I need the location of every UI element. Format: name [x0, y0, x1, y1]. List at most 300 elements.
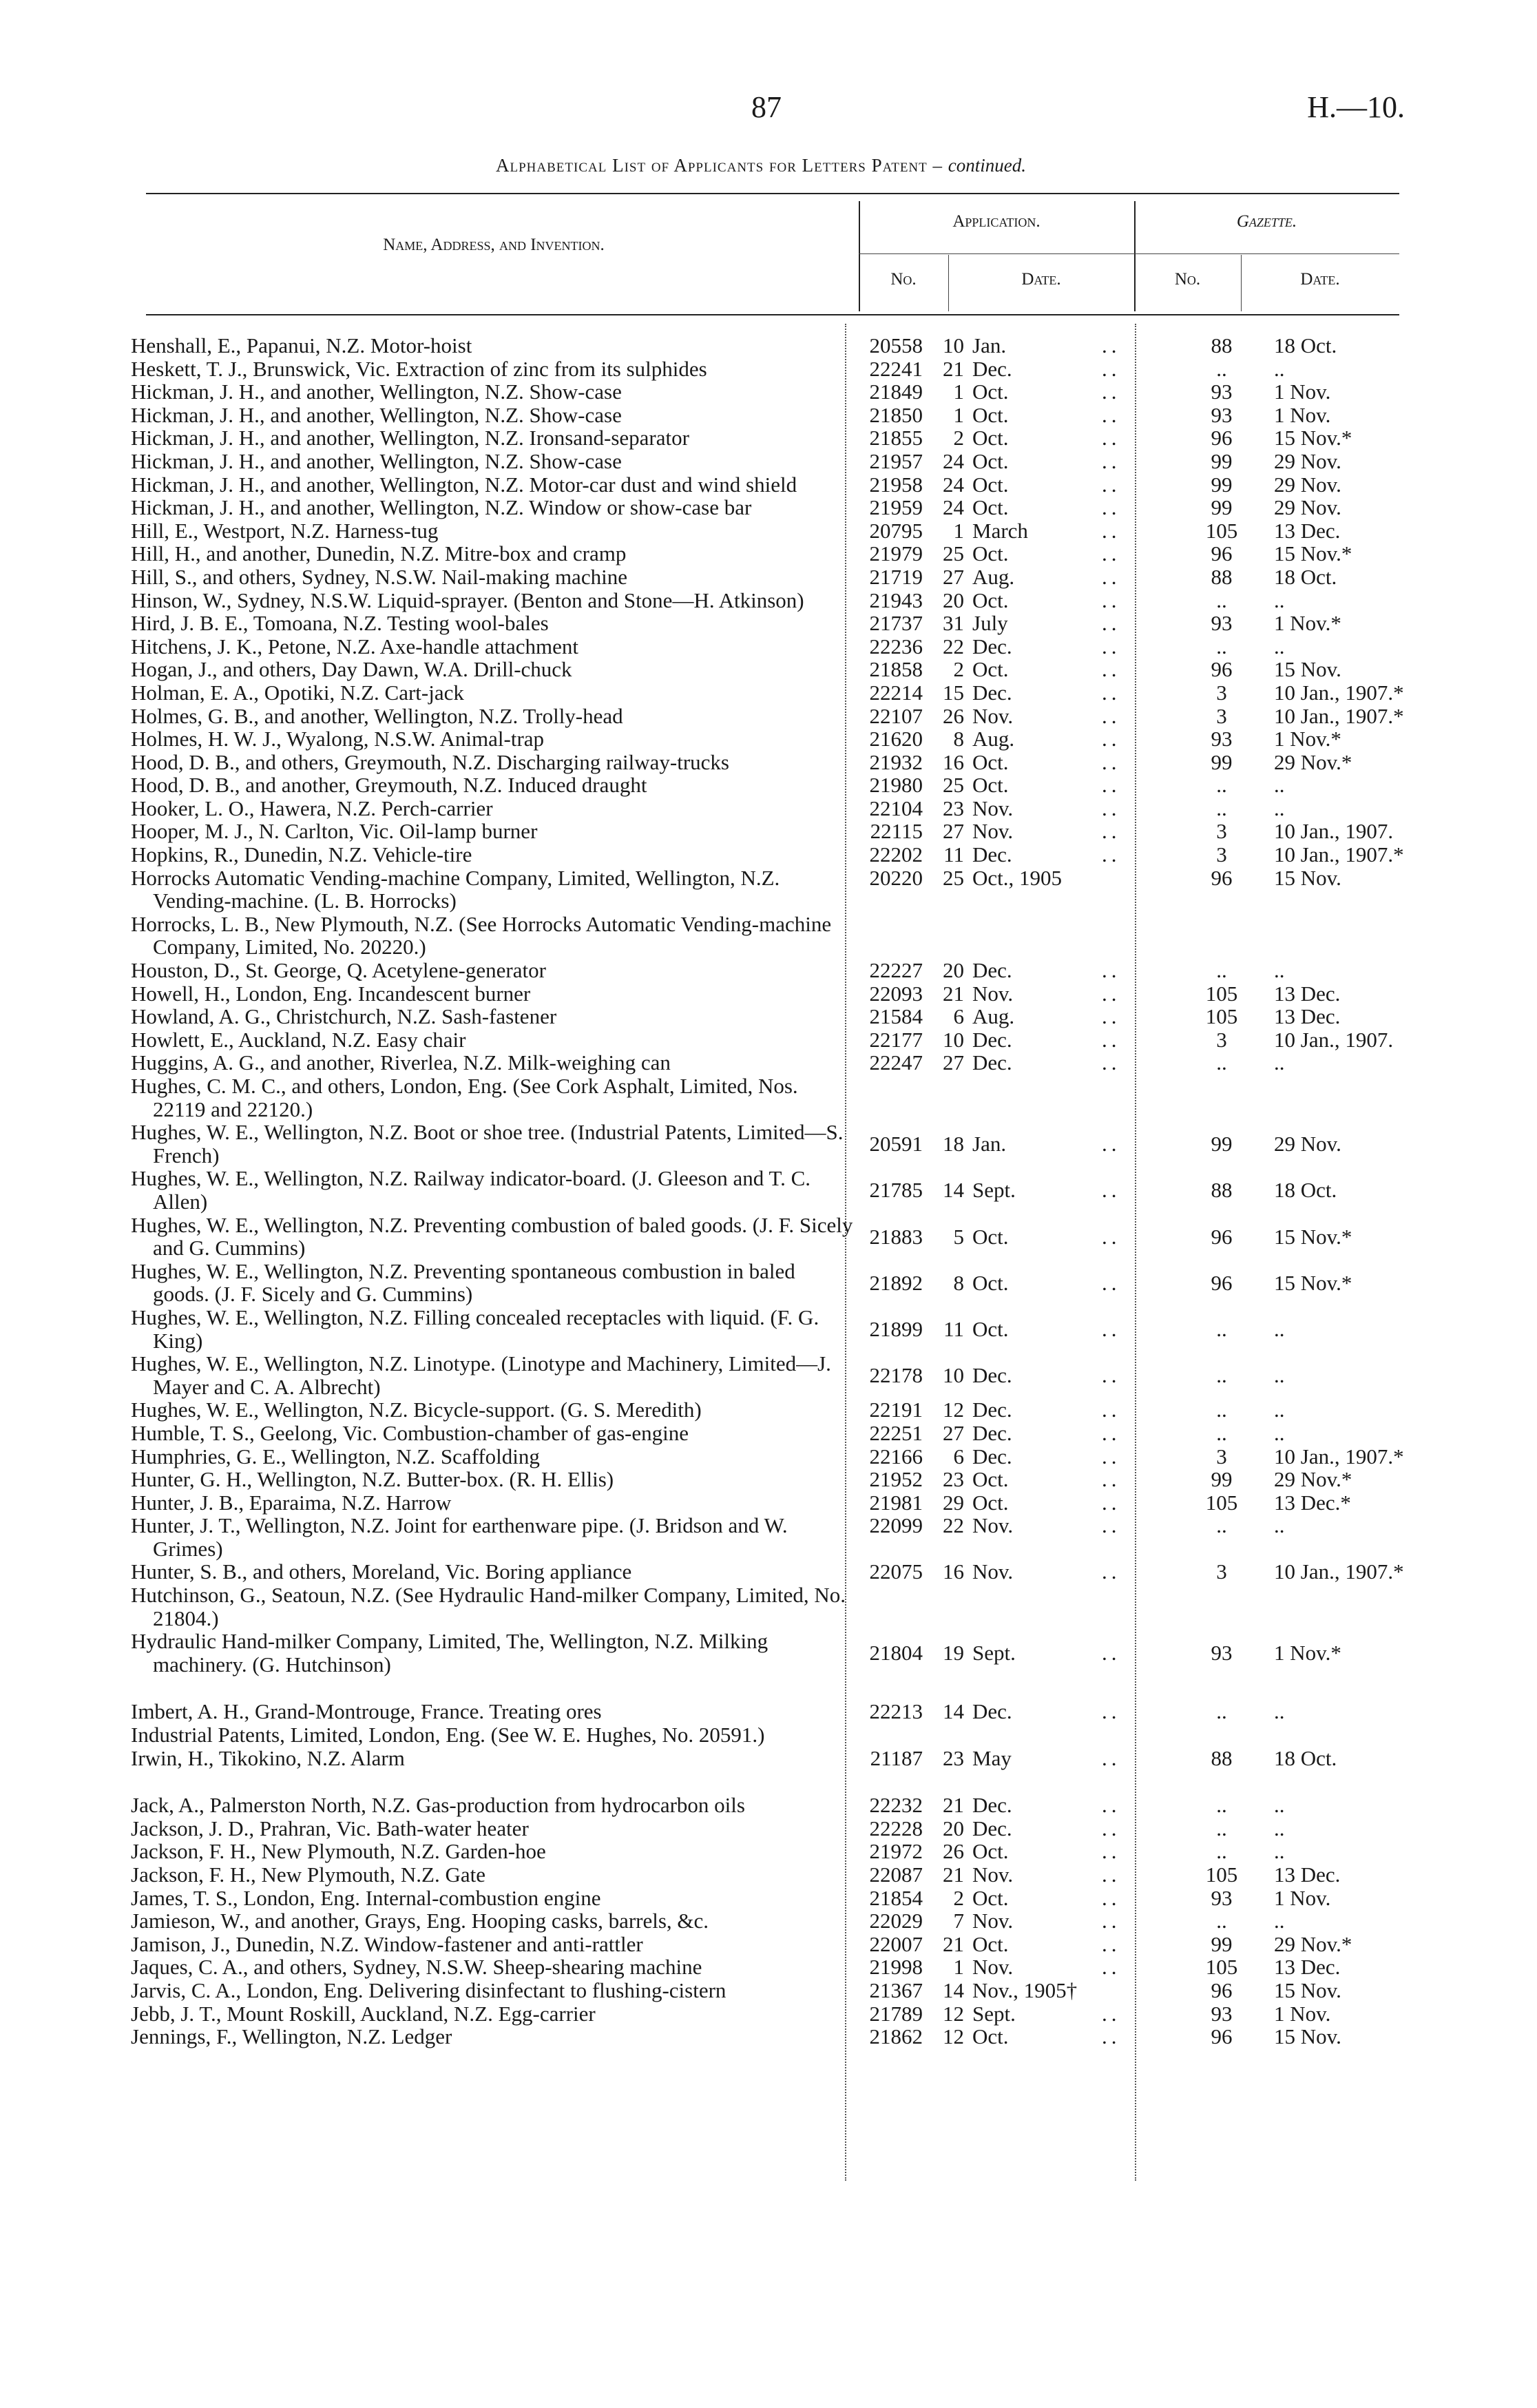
applicant-entry	[131, 1723, 855, 1747]
application-month: May	[972, 1745, 1012, 1770]
applicant-text: Holmes, G. B., and another, Wellington, N.Z. Trolly-head	[131, 703, 623, 728]
gazette-number: 96	[1211, 2024, 1233, 2049]
table-row	[131, 1075, 1412, 1121]
gazette-number: ..	[1216, 1050, 1227, 1075]
application-day: 2	[953, 1885, 964, 1910]
gazette-number: 99	[1211, 472, 1233, 497]
applicant-entry	[131, 1121, 855, 1167]
application-number: 21850	[869, 402, 923, 427]
application-day: 20	[943, 1816, 964, 1840]
application-month: Oct.	[972, 1316, 1009, 1341]
application-month: Dec.	[972, 1699, 1012, 1724]
table-row	[131, 1005, 1412, 1028]
table-row	[131, 681, 1412, 705]
applicant-text: Humble, T. S., Geelong, Vic. Combustion-chamber of gas-engine	[131, 1420, 689, 1445]
application-day: 1	[953, 380, 964, 404]
gazette-number: 88	[1211, 1745, 1233, 1770]
gazette-number: 99	[1211, 1132, 1233, 1156]
application-day: 21	[943, 1793, 964, 1818]
gazette-number: ..	[1216, 1316, 1227, 1341]
gazette-number: 96	[1211, 1224, 1233, 1249]
gazette-date: ..	[1274, 1398, 1285, 1422]
application-number: 22166	[869, 1444, 923, 1468]
application-number: 21883	[869, 1224, 923, 1249]
application-day: 26	[943, 1839, 964, 1864]
applicant-entry	[131, 404, 855, 427]
table-row	[131, 565, 1412, 589]
application-month: Oct., 1905	[972, 865, 1063, 890]
gazette-number: ..	[1216, 773, 1227, 798]
gazette-date: 15 Nov.*	[1274, 1224, 1352, 1249]
gazette-number: 88	[1211, 564, 1233, 589]
application-day: 14	[943, 1699, 964, 1724]
gazette-date: 1 Nov.	[1274, 2001, 1331, 2026]
application-month: Sept.	[972, 2001, 1016, 2026]
applicant-entry	[131, 705, 855, 728]
application-month: Dec.	[972, 1363, 1012, 1388]
gazette-date: ..	[1274, 634, 1285, 658]
application-month: Oct.	[972, 380, 1009, 404]
gazette-date: 10 Jan., 1907.*	[1274, 1559, 1404, 1584]
gazette-number: 96	[1211, 865, 1233, 890]
table-row	[131, 1584, 1412, 1630]
application-month: March	[972, 518, 1028, 543]
leader-dots: ..	[1102, 2024, 1121, 2049]
table-row	[131, 1121, 1412, 1167]
application-month: Oct.	[972, 749, 1009, 774]
leader-dots: ..	[1102, 1699, 1121, 1724]
applicant-entry	[131, 1584, 855, 1630]
application-number: 22247	[869, 1050, 923, 1075]
application-month: Dec.	[972, 1793, 1012, 1818]
applicant-entry	[131, 913, 855, 959]
applicant-text: Hughes, W. E., Wellington, N.Z. Bicycle-support. (G. S. Meredith)	[131, 1398, 702, 1422]
table-row	[131, 1352, 1412, 1398]
gazette-number: ..	[1216, 356, 1227, 381]
application-number: 22232	[869, 1793, 923, 1818]
gazette-number: ..	[1216, 1363, 1227, 1388]
gazette-number: 96	[1211, 657, 1233, 682]
application-month: Oct.	[972, 1224, 1009, 1249]
applicant-text: Hunter, S. B., and others, Moreland, Vic. Boring appliance	[131, 1559, 632, 1584]
applicant-text: Howland, A. G., Christchurch, N.Z. Sash-fastener	[131, 1004, 557, 1029]
application-day: 29	[943, 1490, 964, 1515]
leader-dots: ..	[1102, 333, 1121, 357]
application-number: 21584	[869, 1004, 923, 1029]
leader-dots: ..	[1102, 426, 1121, 450]
gazette-date: ..	[1274, 1420, 1285, 1445]
application-day: 16	[943, 749, 964, 774]
applicant-entry	[131, 1817, 855, 1840]
leader-dots: ..	[1102, 472, 1121, 497]
applicant-text: Hood, D. B., and others, Greymouth, N.Z. Discharging railway-trucks	[131, 749, 729, 774]
gazette-date: 15 Nov.*	[1274, 1270, 1352, 1295]
application-day: 27	[943, 1050, 964, 1075]
applicant-text: Henshall, E., Papanui, N.Z. Motor-hoist	[131, 333, 472, 357]
applicant-entry	[131, 1468, 855, 1491]
table-row	[131, 1817, 1412, 1840]
application-month: Sept.	[972, 1178, 1016, 1203]
leader-dots: ..	[1102, 588, 1121, 612]
application-month: Jan.	[972, 1132, 1007, 1156]
table-row	[131, 426, 1412, 450]
application-month: Oct.	[972, 588, 1009, 612]
application-day: 15	[943, 680, 964, 705]
applicant-text: Humphries, G. E., Wellington, N.Z. Scaffolding	[131, 1444, 540, 1468]
leader-dots: ..	[1102, 1955, 1121, 1980]
application-number: 22214	[869, 680, 923, 705]
leader-dots: ..	[1102, 380, 1121, 404]
gazette-date: 15 Nov.	[1274, 1978, 1341, 2002]
table-row	[131, 1468, 1412, 1491]
application-number: 22251	[869, 1420, 923, 1445]
table-row	[131, 404, 1412, 427]
applicant-text: Hunter, J. B., Eparaima, N.Z. Harrow	[131, 1490, 452, 1515]
gazette-date: ..	[1274, 1699, 1285, 1724]
leader-dots: ..	[1102, 657, 1121, 682]
applicant-text: Hill, S., and others, Sydney, N.S.W. Nail-making machine	[131, 564, 627, 589]
applicant-entry	[131, 959, 855, 982]
applicant-entry	[131, 2002, 855, 2026]
leader-dots: ..	[1102, 634, 1121, 658]
applicant-entry	[131, 1514, 855, 1560]
leader-dots: ..	[1102, 1559, 1121, 1584]
application-day: 23	[943, 1745, 964, 1770]
application-number: 22241	[869, 356, 923, 381]
application-number: 21789	[869, 2001, 923, 2026]
applicant-entry	[131, 866, 855, 913]
applicant-text: Horrocks Automatic Vending-machine Company, Limited, Wellington, N.Z. Vending-machine. (L. B. Horrocks)	[131, 865, 780, 913]
table-row	[131, 357, 1412, 381]
gazette-date: 13 Dec.	[1274, 981, 1341, 1006]
application-month: Oct.	[972, 448, 1009, 473]
leader-dots: ..	[1102, 1931, 1121, 1956]
gazette-number: ..	[1216, 796, 1227, 820]
applicant-entry	[131, 357, 855, 381]
table-row	[131, 612, 1412, 635]
leader-dots: ..	[1102, 402, 1121, 427]
list-title: Alphabetical List of Applicants for Letters Patent – continued.	[496, 155, 1026, 176]
application-number: 21972	[869, 1839, 923, 1864]
leader-dots: ..	[1102, 1513, 1121, 1538]
applicant-text: James, T. S., London, Eng. Internal-combustion engine	[131, 1885, 601, 1910]
applicant-entry	[131, 496, 855, 519]
applicant-text: Howlett, E., Auckland, N.Z. Easy chair	[131, 1027, 466, 1052]
application-month: Dec.	[972, 1816, 1012, 1840]
table-row	[131, 1933, 1412, 1956]
gazette-number: ..	[1216, 1699, 1227, 1724]
applicant-text: Hickman, J. H., and another, Wellington, N.Z. Motor-car dust and wind shield	[131, 472, 797, 497]
applicant-entry	[131, 1445, 855, 1468]
application-day: 12	[943, 1398, 964, 1422]
application-month: Dec.	[972, 958, 1012, 983]
applicant-text: Hickman, J. H., and another, Wellington, N.Z. Show-case	[131, 380, 622, 404]
application-month: Nov.	[972, 1955, 1014, 1980]
application-number: 22213	[869, 1699, 923, 1724]
table-row	[131, 982, 1412, 1006]
leader-dots: ..	[1102, 356, 1121, 381]
gazette-number: 3	[1216, 1559, 1227, 1584]
gazette-date: 10 Jan., 1907.*	[1274, 1444, 1404, 1468]
application-number: 21957	[869, 448, 923, 473]
applicant-text: Hogan, J., and others, Day Dawn, W.A. Drill-chuck	[131, 657, 572, 682]
application-day: 2	[953, 426, 964, 450]
applicant-text: Hunter, G. H., Wellington, N.Z. Butter-box. (R. H. Ellis)	[131, 1467, 614, 1492]
gazette-number: 99	[1211, 1931, 1233, 1956]
application-day: 14	[943, 1978, 964, 2002]
application-month: July	[972, 611, 1008, 636]
application-month: Nov., 1905†	[972, 1978, 1078, 2002]
leader-dots: ..	[1102, 1363, 1121, 1388]
application-number: 21855	[869, 426, 923, 450]
applicant-entry	[131, 658, 855, 681]
name-column-header: Name, Address, and Invention.	[383, 236, 605, 254]
leader-dots: ..	[1102, 1745, 1121, 1770]
application-day: 16	[943, 1559, 964, 1584]
applicant-entry	[131, 797, 855, 820]
application-day: 27	[943, 1420, 964, 1445]
leader-dots: ..	[1102, 1027, 1121, 1052]
table-row	[131, 519, 1412, 543]
gazette-number: 105	[1205, 518, 1238, 543]
gazette-date-header: Date.	[1300, 270, 1340, 289]
table-row	[131, 473, 1412, 497]
gazette-date: 15 Nov.	[1274, 657, 1341, 682]
gazette-date: 1 Nov.	[1274, 1885, 1331, 1910]
applicant-text: Jackson, F. H., New Plymouth, N.Z. Gate	[131, 1862, 485, 1887]
gazette-date: 13 Dec.	[1274, 1955, 1341, 1980]
applicant-list	[131, 334, 1412, 2048]
applicant-entry	[131, 1909, 855, 1933]
applicant-text: Jamison, J., Dunedin, N.Z. Window-fastener and anti-rattler	[131, 1931, 643, 1956]
gazette-date: ..	[1274, 1793, 1285, 1818]
applicant-text: Hinson, W., Sydney, N.S.W. Liquid-sprayer. (Benton and Stone—H. Atkinson)	[131, 588, 804, 612]
application-number: 21892	[869, 1270, 923, 1295]
applicant-entry	[131, 843, 855, 866]
applicant-entry	[131, 1794, 855, 1817]
applicant-text: Houston, D., St. George, Q. Acetylene-generator	[131, 958, 546, 983]
application-month: Oct.	[972, 657, 1009, 682]
application-number: 20220	[869, 865, 923, 890]
applicant-entry	[131, 1887, 855, 1910]
leader-dots: ..	[1102, 1444, 1121, 1468]
table-row	[131, 820, 1412, 843]
table-row	[131, 589, 1412, 612]
gazette-date: 10 Jan., 1907.	[1274, 1027, 1394, 1052]
applicant-entry	[131, 450, 855, 473]
applicant-text: Industrial Patents, Limited, London, Eng. (See W. E. Hughes, No. 20591.)	[131, 1723, 765, 1747]
application-month: Oct.	[972, 1931, 1009, 1956]
applicant-text: Imbert, A. H., Grand-Montrouge, France. Treating ores	[131, 1699, 602, 1724]
leader-dots: ..	[1102, 796, 1121, 820]
application-day: 31	[943, 611, 964, 636]
application-day: 19	[943, 1641, 964, 1665]
application-number: 22178	[869, 1363, 923, 1388]
gazette-date: ..	[1274, 1513, 1285, 1538]
gazette-number: 96	[1211, 1270, 1233, 1295]
table-row	[131, 2002, 1412, 2026]
applicant-entry	[131, 473, 855, 497]
gazette-number: 88	[1211, 333, 1233, 357]
applicant-entry	[131, 982, 855, 1006]
application-day: 23	[943, 1467, 964, 1492]
applicant-text: Jackson, F. H., New Plymouth, N.Z. Garden-hoe	[131, 1839, 546, 1864]
leader-dots: ..	[1102, 495, 1121, 520]
application-month: Nov.	[972, 1909, 1014, 1933]
gazette-number: 93	[1211, 2001, 1233, 2026]
table-row	[131, 1794, 1412, 1817]
table-row	[131, 1214, 1412, 1260]
application-day: 11	[943, 842, 964, 867]
applicant-entry	[131, 1167, 855, 1213]
leader-dots: ..	[1102, 842, 1121, 867]
gazette-number: ..	[1216, 588, 1227, 612]
table-row	[131, 1840, 1412, 1863]
application-day: 12	[943, 2024, 964, 2049]
leader-dots: ..	[1102, 819, 1121, 844]
application-number: 21858	[869, 657, 923, 682]
table-row	[131, 1491, 1412, 1515]
leader-dots: ..	[1102, 518, 1121, 543]
applicant-text: Hitchens, J. K., Petone, N.Z. Axe-handle attachment	[131, 634, 578, 658]
gazette-date: 1 Nov.*	[1274, 611, 1341, 636]
application-day: 14	[943, 1178, 964, 1203]
leader-dots: ..	[1102, 611, 1121, 636]
leader-dots: ..	[1102, 680, 1121, 705]
gazette-date: ..	[1274, 1050, 1285, 1075]
gazette-date: 13 Dec.	[1274, 518, 1341, 543]
application-month: Dec.	[972, 634, 1012, 658]
gazette-date: 18 Oct.	[1274, 333, 1337, 357]
gazette-number: 96	[1211, 1978, 1233, 2002]
leader-dots: ..	[1102, 1816, 1121, 1840]
applicant-entry	[131, 1214, 855, 1260]
applicant-text: Hughes, W. E., Wellington, N.Z. Preventing spontaneous combustion in baled goods. (J. F. Sicely and G. Cummins)	[131, 1258, 795, 1307]
table-row	[131, 1747, 1412, 1770]
leader-dots: ..	[1102, 1862, 1121, 1887]
gazette-date: 18 Oct.	[1274, 564, 1337, 589]
gazette-number: 93	[1211, 727, 1233, 751]
gazette-number: 99	[1211, 749, 1233, 774]
applicant-entry	[131, 1260, 855, 1306]
application-month: Nov.	[972, 819, 1014, 844]
table-row	[131, 1398, 1412, 1422]
application-month: Oct.	[972, 495, 1009, 520]
gazette-number: ..	[1216, 1816, 1227, 1840]
application-number: 21981	[869, 1490, 923, 1515]
application-number: 21804	[869, 1641, 923, 1665]
application-number: 21620	[869, 727, 923, 751]
application-month: Oct.	[972, 541, 1009, 566]
gazette-number: 105	[1205, 1955, 1238, 1980]
gazette-date: 13 Dec.	[1274, 1862, 1341, 1887]
applicant-text: Hughes, W. E., Wellington, N.Z. Linotype. (Linotype and Machinery, Limited—J. Mayer and C. A. Albrecht)	[131, 1351, 831, 1399]
gazette-number: ..	[1216, 1513, 1227, 1538]
table-row	[131, 334, 1412, 357]
leader-dots: ..	[1102, 749, 1121, 774]
leader-dots: ..	[1102, 1398, 1121, 1422]
gazette-date: ..	[1274, 773, 1285, 798]
leader-dots: ..	[1102, 1641, 1121, 1665]
table-row	[131, 1260, 1412, 1306]
application-month: Nov.	[972, 1862, 1014, 1887]
page-number: 87	[751, 90, 782, 124]
gazette-date: 18 Oct.	[1274, 1745, 1337, 1770]
application-day: 21	[943, 1862, 964, 1887]
applicant-entry	[131, 519, 855, 543]
application-month: Oct.	[972, 426, 1009, 450]
gazette-date: 29 Nov.*	[1274, 1931, 1352, 1956]
leader-dots: ..	[1102, 2001, 1121, 2026]
application-number: 21899	[869, 1316, 923, 1341]
leader-dots: ..	[1102, 1132, 1121, 1156]
gazette-number: 96	[1211, 541, 1233, 566]
applicant-text: Jarvis, C. A., London, Eng. Delivering disinfectant to flushing-cistern	[131, 1978, 726, 2002]
gazette-number: 105	[1205, 1004, 1238, 1029]
leader-dots: ..	[1102, 958, 1121, 983]
applicant-text: Hird, J. B. E., Tomoana, N.Z. Testing wool-bales	[131, 611, 549, 636]
applicant-text: Hickman, J. H., and another, Wellington, N.Z. Show-case	[131, 448, 622, 473]
applicant-entry	[131, 1028, 855, 1052]
table-row	[131, 1514, 1412, 1560]
application-month: Nov.	[972, 1513, 1014, 1538]
applicant-entry	[131, 820, 855, 843]
application-number: 22107	[869, 703, 923, 728]
application-number: 21959	[869, 495, 923, 520]
gazette-number: 99	[1211, 495, 1233, 520]
application-number: 21862	[869, 2024, 923, 2049]
application-number: 21849	[869, 380, 923, 404]
application-day: 1	[953, 518, 964, 543]
application-number: 22202	[869, 842, 923, 867]
application-month: Nov.	[972, 703, 1014, 728]
application-number: 22227	[869, 958, 923, 983]
leader-dots: ..	[1102, 981, 1121, 1006]
applicant-text: Holman, E. A., Opotiki, N.Z. Cart-jack	[131, 680, 464, 705]
applicant-text: Hickman, J. H., and another, Wellington, N.Z. Show-case	[131, 402, 622, 427]
application-number: 20558	[869, 333, 923, 357]
table-row	[131, 635, 1412, 658]
leader-dots: ..	[1102, 564, 1121, 589]
table-row	[131, 1909, 1412, 1933]
gazette-number: ..	[1216, 1909, 1227, 1933]
application-month: Dec.	[972, 1398, 1012, 1422]
application-month: Nov.	[972, 981, 1014, 1006]
applicant-text: Jackson, J. D., Prahran, Vic. Bath-water heater	[131, 1816, 529, 1840]
applicant-entry	[131, 1979, 855, 2002]
application-day: 2	[953, 657, 964, 682]
gazette-number: 3	[1216, 819, 1227, 844]
header-top-rule	[146, 193, 1399, 194]
header-mid-rule	[859, 253, 1399, 254]
gazette-number: 96	[1211, 426, 1233, 450]
leader-dots: ..	[1102, 1467, 1121, 1492]
application-month: Aug.	[972, 727, 1015, 751]
application-number: 21943	[869, 588, 923, 612]
table-row	[131, 1955, 1412, 1979]
applicant-entry	[131, 751, 855, 774]
table-row	[131, 1445, 1412, 1468]
application-month: Nov.	[972, 796, 1014, 820]
leader-dots: ..	[1102, 773, 1121, 798]
application-day: 8	[953, 727, 964, 751]
leader-dots: ..	[1102, 448, 1121, 473]
application-day: 21	[943, 356, 964, 381]
gazette-date: 15 Nov.*	[1274, 541, 1352, 566]
gazette-date: 10 Jan., 1907.	[1274, 819, 1394, 844]
application-day: 5	[953, 1224, 964, 1249]
applicant-text: Hughes, C. M. C., and others, London, Eng. (See Cork Asphalt, Limited, Nos. 22119 and 22120.)	[131, 1074, 798, 1121]
